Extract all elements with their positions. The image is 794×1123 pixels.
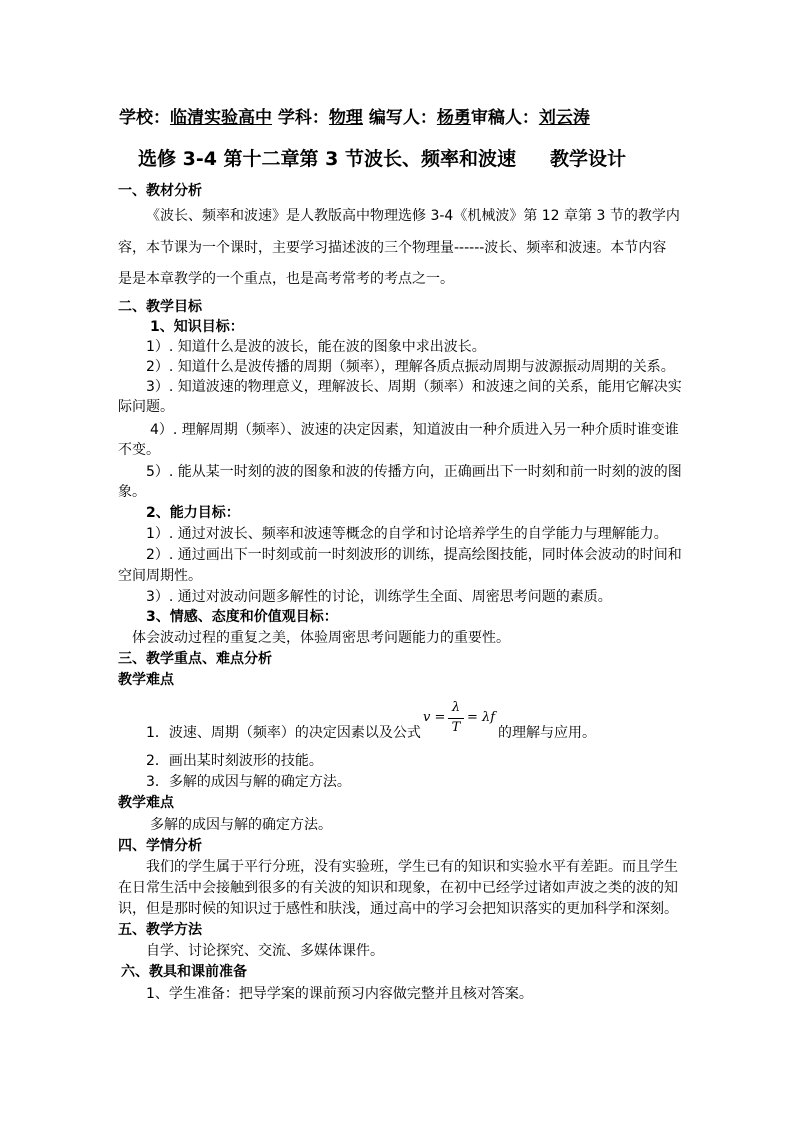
list-item: 2）. 通过画出下一时刻或前一时刻波形的训练，提高绘图技能，同时体会波动的时间和 bbox=[146, 547, 682, 563]
list-item-cont: 不变。 bbox=[118, 442, 160, 458]
formula-rest: = λf bbox=[467, 710, 496, 725]
wave-speed-formula bbox=[423, 700, 498, 742]
formula-numerator: λ bbox=[451, 700, 461, 715]
document-header bbox=[119, 107, 590, 129]
author-name: 杨勇 bbox=[436, 108, 471, 128]
list-item: 2．画出某时刻波形的技能。 bbox=[146, 753, 323, 769]
section-5-heading: 五、教学方法 bbox=[118, 922, 202, 938]
list-item: 5）. 能从某一时刻的波的图象和波的传播方向，正确画出下一时刻和前一时刻的波的图 bbox=[146, 464, 682, 480]
list-item: 3）. 通过对波动问题多解性的讨论，训练学生全面、周密思考问题的素质。 bbox=[146, 589, 612, 605]
reviewer-name: 刘云涛 bbox=[538, 108, 590, 128]
list-item: 3．多解的成因与解的确定方法。 bbox=[146, 774, 351, 790]
title-main: 选修 3-4 第十二章第 3 节波长、频率和波速 bbox=[138, 148, 517, 170]
subsection-heading: 教学难点 bbox=[118, 672, 174, 688]
section-3-heading: 三、教学重点、难点分析 bbox=[118, 651, 272, 667]
list-item: 多解的成因与解的确定方法。 bbox=[150, 817, 332, 833]
author-label: 编写人： bbox=[368, 108, 437, 128]
page-title bbox=[138, 146, 626, 172]
subsection-heading: 2、能力目标： bbox=[146, 505, 240, 521]
title-suffix: 教学设计 bbox=[550, 148, 627, 170]
section-6-heading: 六、教具和课前准备 bbox=[121, 964, 247, 980]
subsection-heading: 1、知识目标： bbox=[150, 319, 244, 335]
list-item: 体会波动过程的重复之美，体验周密思考问题能力的重要性。 bbox=[132, 630, 510, 646]
list-item-cont: 际问题。 bbox=[118, 399, 174, 415]
paragraph-line: 识，但是那时候的知识过于感性和肤浅，通过高中的学习会把知识落实的更加科学和深刻。 bbox=[118, 901, 678, 917]
subsection-heading: 教学难点 bbox=[118, 795, 174, 811]
section-2-heading: 二、教学目标 bbox=[118, 299, 202, 315]
school-name: 临清实验高中 bbox=[170, 108, 272, 128]
paragraph-line: 在日常生活中会接触到很多的有关波的知识和现象，在初中已经学过诸如声波之类的波的知 bbox=[118, 880, 678, 896]
formula-fraction-bar bbox=[448, 718, 464, 719]
list-item: 1．波速、周期（频率）的决定因素以及公式 bbox=[146, 725, 421, 741]
list-item-tail: 的理解与应用。 bbox=[498, 725, 596, 741]
list-item: 1）. 知道什么是波的波长，能在波的图象中求出波长。 bbox=[146, 339, 486, 355]
school-label: 学校： bbox=[119, 108, 170, 128]
paragraph-line: 是是本章教学的一个重点，也是高考常考的考点之一。 bbox=[118, 271, 454, 287]
subsection-heading: 3、情感、态度和价值观目标： bbox=[146, 609, 338, 625]
paragraph-line: 1、学生准备：把导学案的课前预习内容做完整并且核对答案。 bbox=[146, 986, 533, 1002]
list-item: 1）. 通过对波长、频率和波速等概念的自学和讨论培养学生的自学能力与理解能力。 bbox=[146, 526, 668, 542]
list-item: 2）. 知道什么是波传播的周期（频率），理解各质点振动周期与波源振动周期的关系。 bbox=[146, 359, 675, 375]
section-1-heading: 一、教材分析 bbox=[118, 183, 202, 199]
subject-name: 物理 bbox=[328, 108, 363, 128]
paragraph-line: 自学、讨论探究、交流、多媒体课件。 bbox=[146, 943, 384, 959]
reviewer-label: 审稿人： bbox=[470, 108, 539, 128]
paragraph-line: 容，本节课为一个课时，主要学习描述波的三个物理量------波长、频率和波速。本节内容 bbox=[118, 240, 667, 256]
list-item: 3）. 知道波速的物理意义，理解波长、周期（频率）和波速之间的关系，能用它解决实 bbox=[146, 379, 682, 395]
paragraph-line: 《波长、频率和波速》是人教版高中物理选修 3-4《机械波》第 12 章第 3 节的教学内 bbox=[146, 208, 680, 224]
list-item-cont: 象。 bbox=[118, 484, 146, 500]
list-item-cont: 空间周期性。 bbox=[118, 568, 202, 584]
section-4-heading: 四、学情分析 bbox=[118, 838, 202, 854]
formula-v: v = bbox=[423, 710, 446, 725]
formula-denominator: T bbox=[451, 720, 461, 735]
subject-label: 学科： bbox=[277, 108, 329, 128]
list-item: 4）. 理解周期（频率）、波速的决定因素，知道波由一种介质进入另一种介质时谁变谁 bbox=[150, 422, 679, 438]
paragraph-line: 我们的学生属于平行分班，没有实验班，学生已有的知识和实验水平有差距。而且学生 bbox=[146, 859, 678, 875]
